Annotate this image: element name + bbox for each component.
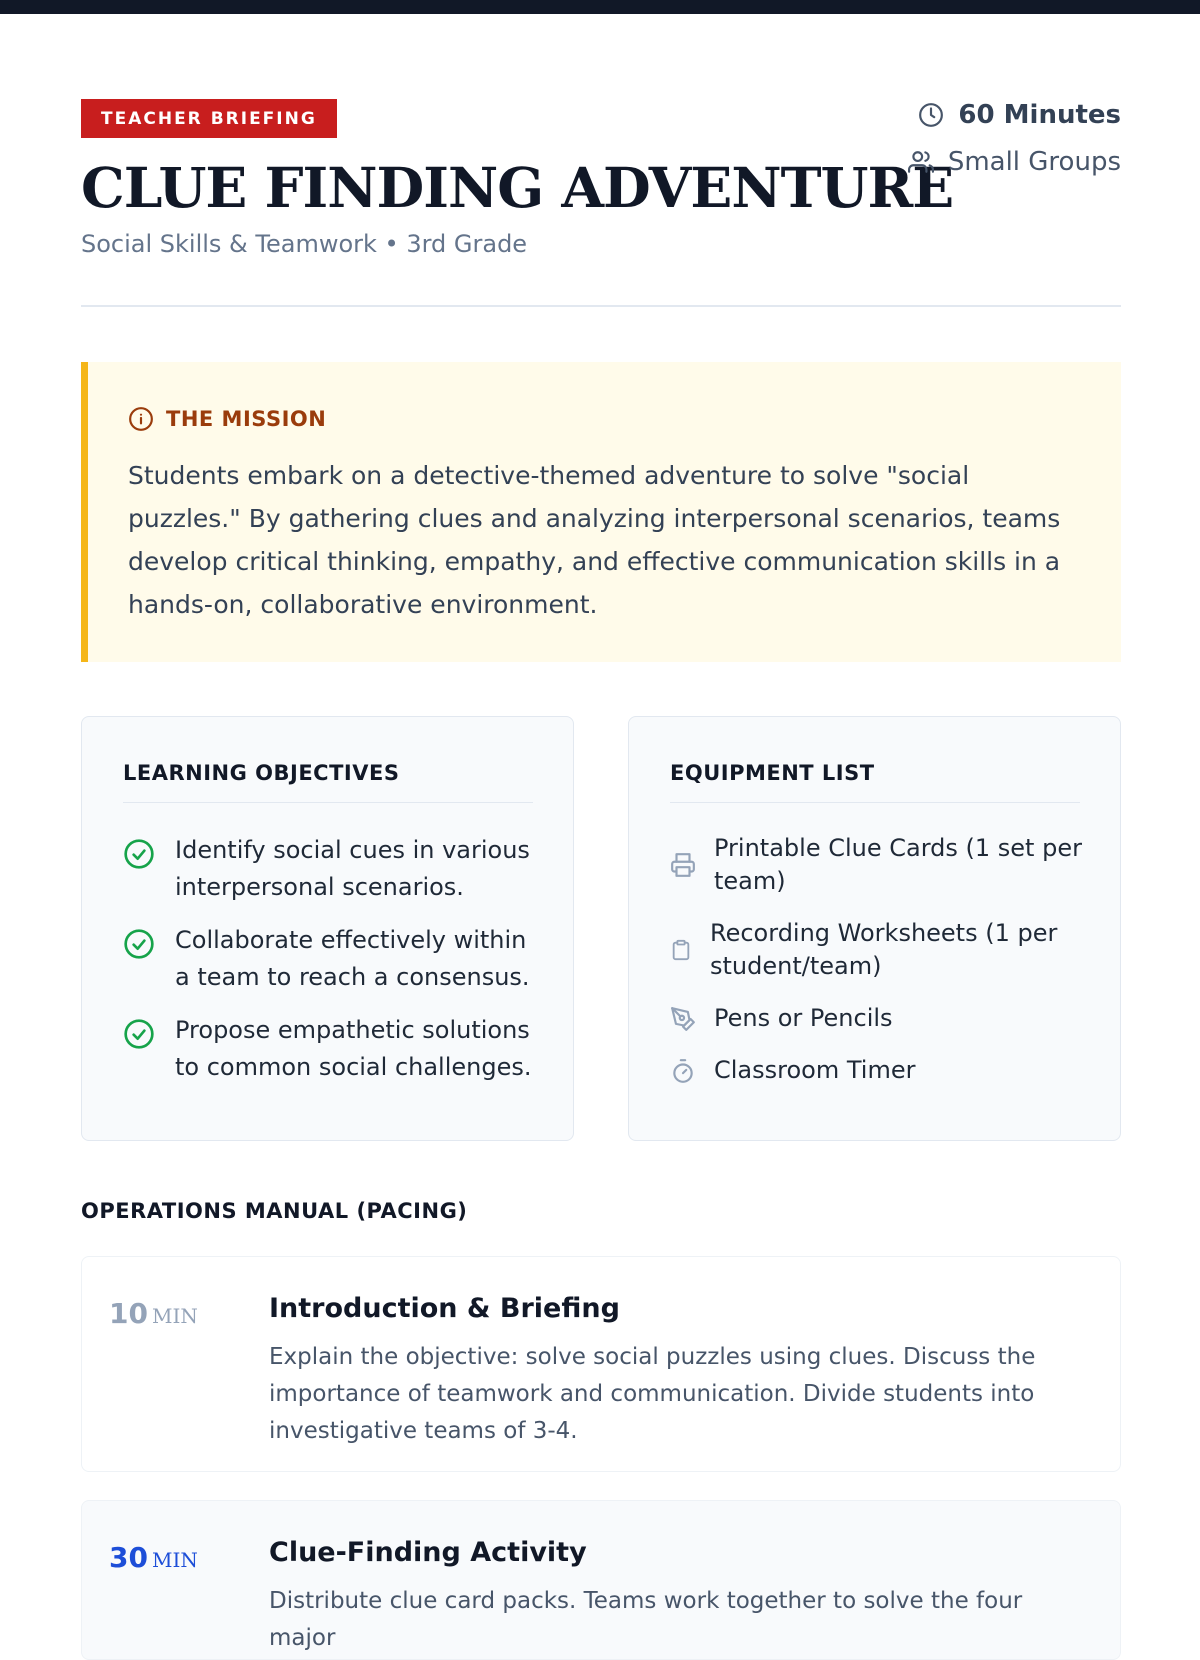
duration-row xyxy=(908,99,1121,131)
step-minutes: 10 xyxy=(109,1297,148,1330)
step-minutes: 30 xyxy=(109,1541,148,1574)
objective-item xyxy=(123,925,543,996)
page-title: CLUE FINDING ADVENTURE xyxy=(81,155,954,220)
mission-label: THE MISSION xyxy=(166,407,327,431)
teacher-briefing-badge: TEACHER BRIEFING xyxy=(81,99,337,138)
step-title: Clue-Finding Activity xyxy=(269,1537,587,1568)
info-icon xyxy=(128,406,154,432)
objectives-title: LEARNING OBJECTIVES xyxy=(123,761,533,803)
mission-body: Students embark on a detective-themed adventure to solve "social puzzles." By gathering clues and analyzing interpersonal scenarios, teams develop critical thinking, empathy, and effective communication skills in a hands-on, collaborative environment. xyxy=(128,461,1061,619)
header xyxy=(81,99,1121,258)
header-divider xyxy=(81,305,1121,307)
step-unit: MIN xyxy=(151,1548,198,1572)
check-circle-icon xyxy=(123,838,155,870)
step-description: Explain the objective: solve social puzzles using clues. Discuss the importance of teamwork and communication. Divide students into investigative teams of 3-4. xyxy=(269,1344,1036,1444)
pacing-step xyxy=(81,1256,1121,1472)
step-unit: MIN xyxy=(151,1304,198,1328)
grouping-row xyxy=(908,146,1121,178)
objectives-list xyxy=(123,835,543,1105)
mission-callout xyxy=(81,362,1121,662)
equipment-text: Printable Clue Cards (1 set per team) xyxy=(714,834,1082,895)
equipment-text: Pens or Pencils xyxy=(714,1004,893,1032)
objective-text: Propose empathetic solutions to common social challenges. xyxy=(175,1016,532,1081)
step-duration xyxy=(109,1297,198,1330)
grouping-text: Small Groups xyxy=(947,147,1121,177)
objective-item xyxy=(123,835,543,906)
equipment-item xyxy=(670,1054,1090,1087)
equipment-title: EQUIPMENT LIST xyxy=(670,761,1080,803)
equipment-item xyxy=(670,832,1090,898)
timer-icon xyxy=(670,1058,696,1084)
equipment-list xyxy=(670,832,1090,1106)
duration-text: 60 Minutes xyxy=(958,100,1121,130)
step-description: Distribute clue card packs. Teams work together to solve the four major xyxy=(269,1588,1023,1651)
clipboard-icon xyxy=(670,938,692,962)
printer-icon xyxy=(670,852,696,878)
equipment-item xyxy=(670,917,1090,983)
check-circle-icon xyxy=(123,1018,155,1050)
pacing-step xyxy=(81,1500,1121,1660)
objective-item xyxy=(123,1015,543,1086)
equipment-text: Classroom Timer xyxy=(714,1056,916,1084)
objective-text: Identify social cues in various interpersonal scenarios. xyxy=(175,836,530,901)
mission-heading xyxy=(128,406,326,432)
pacing-section-title: OPERATIONS MANUAL (PACING) xyxy=(81,1199,468,1223)
top-bar xyxy=(0,0,1200,14)
clock-icon xyxy=(918,102,944,128)
equipment-text: Recording Worksheets (1 per student/team) xyxy=(710,919,1058,980)
pen-icon xyxy=(670,1006,696,1032)
equipment-list-card xyxy=(628,716,1121,1141)
lesson-meta xyxy=(908,99,1121,193)
step-title: Introduction & Briefing xyxy=(269,1293,620,1324)
page-subtitle: Social Skills & Teamwork • 3rd Grade xyxy=(81,230,528,258)
equipment-item xyxy=(670,1002,1090,1035)
check-circle-icon xyxy=(123,928,155,960)
step-duration xyxy=(109,1541,198,1574)
users-icon xyxy=(908,149,934,175)
learning-objectives-card xyxy=(81,716,574,1141)
objective-text: Collaborate effectively within a team to reach a consensus. xyxy=(175,926,530,991)
